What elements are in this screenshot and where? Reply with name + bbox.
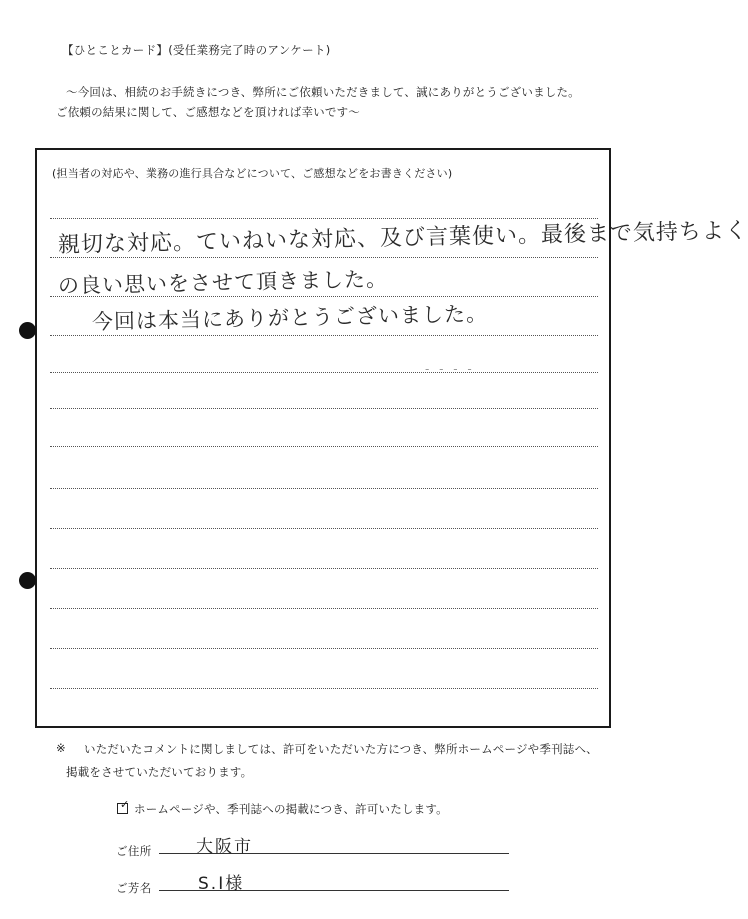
- writing-line: [50, 372, 598, 373]
- name-label: ご芳名: [116, 881, 152, 895]
- writing-line: [50, 488, 598, 489]
- binder-hole: [19, 322, 36, 339]
- intro-line-1: 〜今回は、相続のお手続きにつき、弊所にご依頼いただきまして、誠にありがとうございました。: [66, 85, 580, 99]
- intro-line-2: ご依頼の結果に関して、ご感想などを頂ければ幸いです〜: [56, 105, 360, 119]
- address-value[interactable]: 大阪市: [196, 837, 253, 857]
- writing-line: [50, 408, 598, 409]
- notice-line-1: いただいたコメントに関しましては、許可をいただいた方につき、弊所ホームページや季刊誌へ、: [84, 742, 598, 756]
- check-icon: ✓: [120, 798, 130, 811]
- handwritten-comment-line-1: 親切な対応。ていねいな対応、及び言葉使い。最後まで気持ちよく: [57, 218, 748, 258]
- writing-line: [50, 568, 598, 569]
- comment-prompt: (担当者の対応や、業務の進行具合などについて、ご感想などをお書きください): [52, 167, 453, 180]
- card-title: 【ひとことカード】(受任業務完了時のアンケート): [62, 43, 331, 57]
- writing-line: [50, 648, 598, 649]
- handwritten-comment-line-3: 今回は本当にありがとうございました。: [91, 301, 489, 334]
- notice-line-2: 掲載をさせていただいております。: [66, 765, 253, 779]
- writing-line: [50, 608, 598, 609]
- consent-label: ホームページや、季刊誌への掲載につき、許可いたします。: [134, 802, 448, 816]
- name-value[interactable]: S.I様: [198, 874, 245, 894]
- stray-pen-marks: - - - -: [425, 362, 475, 376]
- address-label: ご住所: [116, 844, 152, 858]
- handwritten-comment-line-2: の良い思いをさせて頂きました。: [57, 267, 389, 298]
- notice-mark: ※: [56, 741, 66, 755]
- writing-line: [50, 688, 598, 689]
- writing-line: [50, 528, 598, 529]
- writing-line: [50, 446, 598, 447]
- binder-hole: [19, 572, 36, 589]
